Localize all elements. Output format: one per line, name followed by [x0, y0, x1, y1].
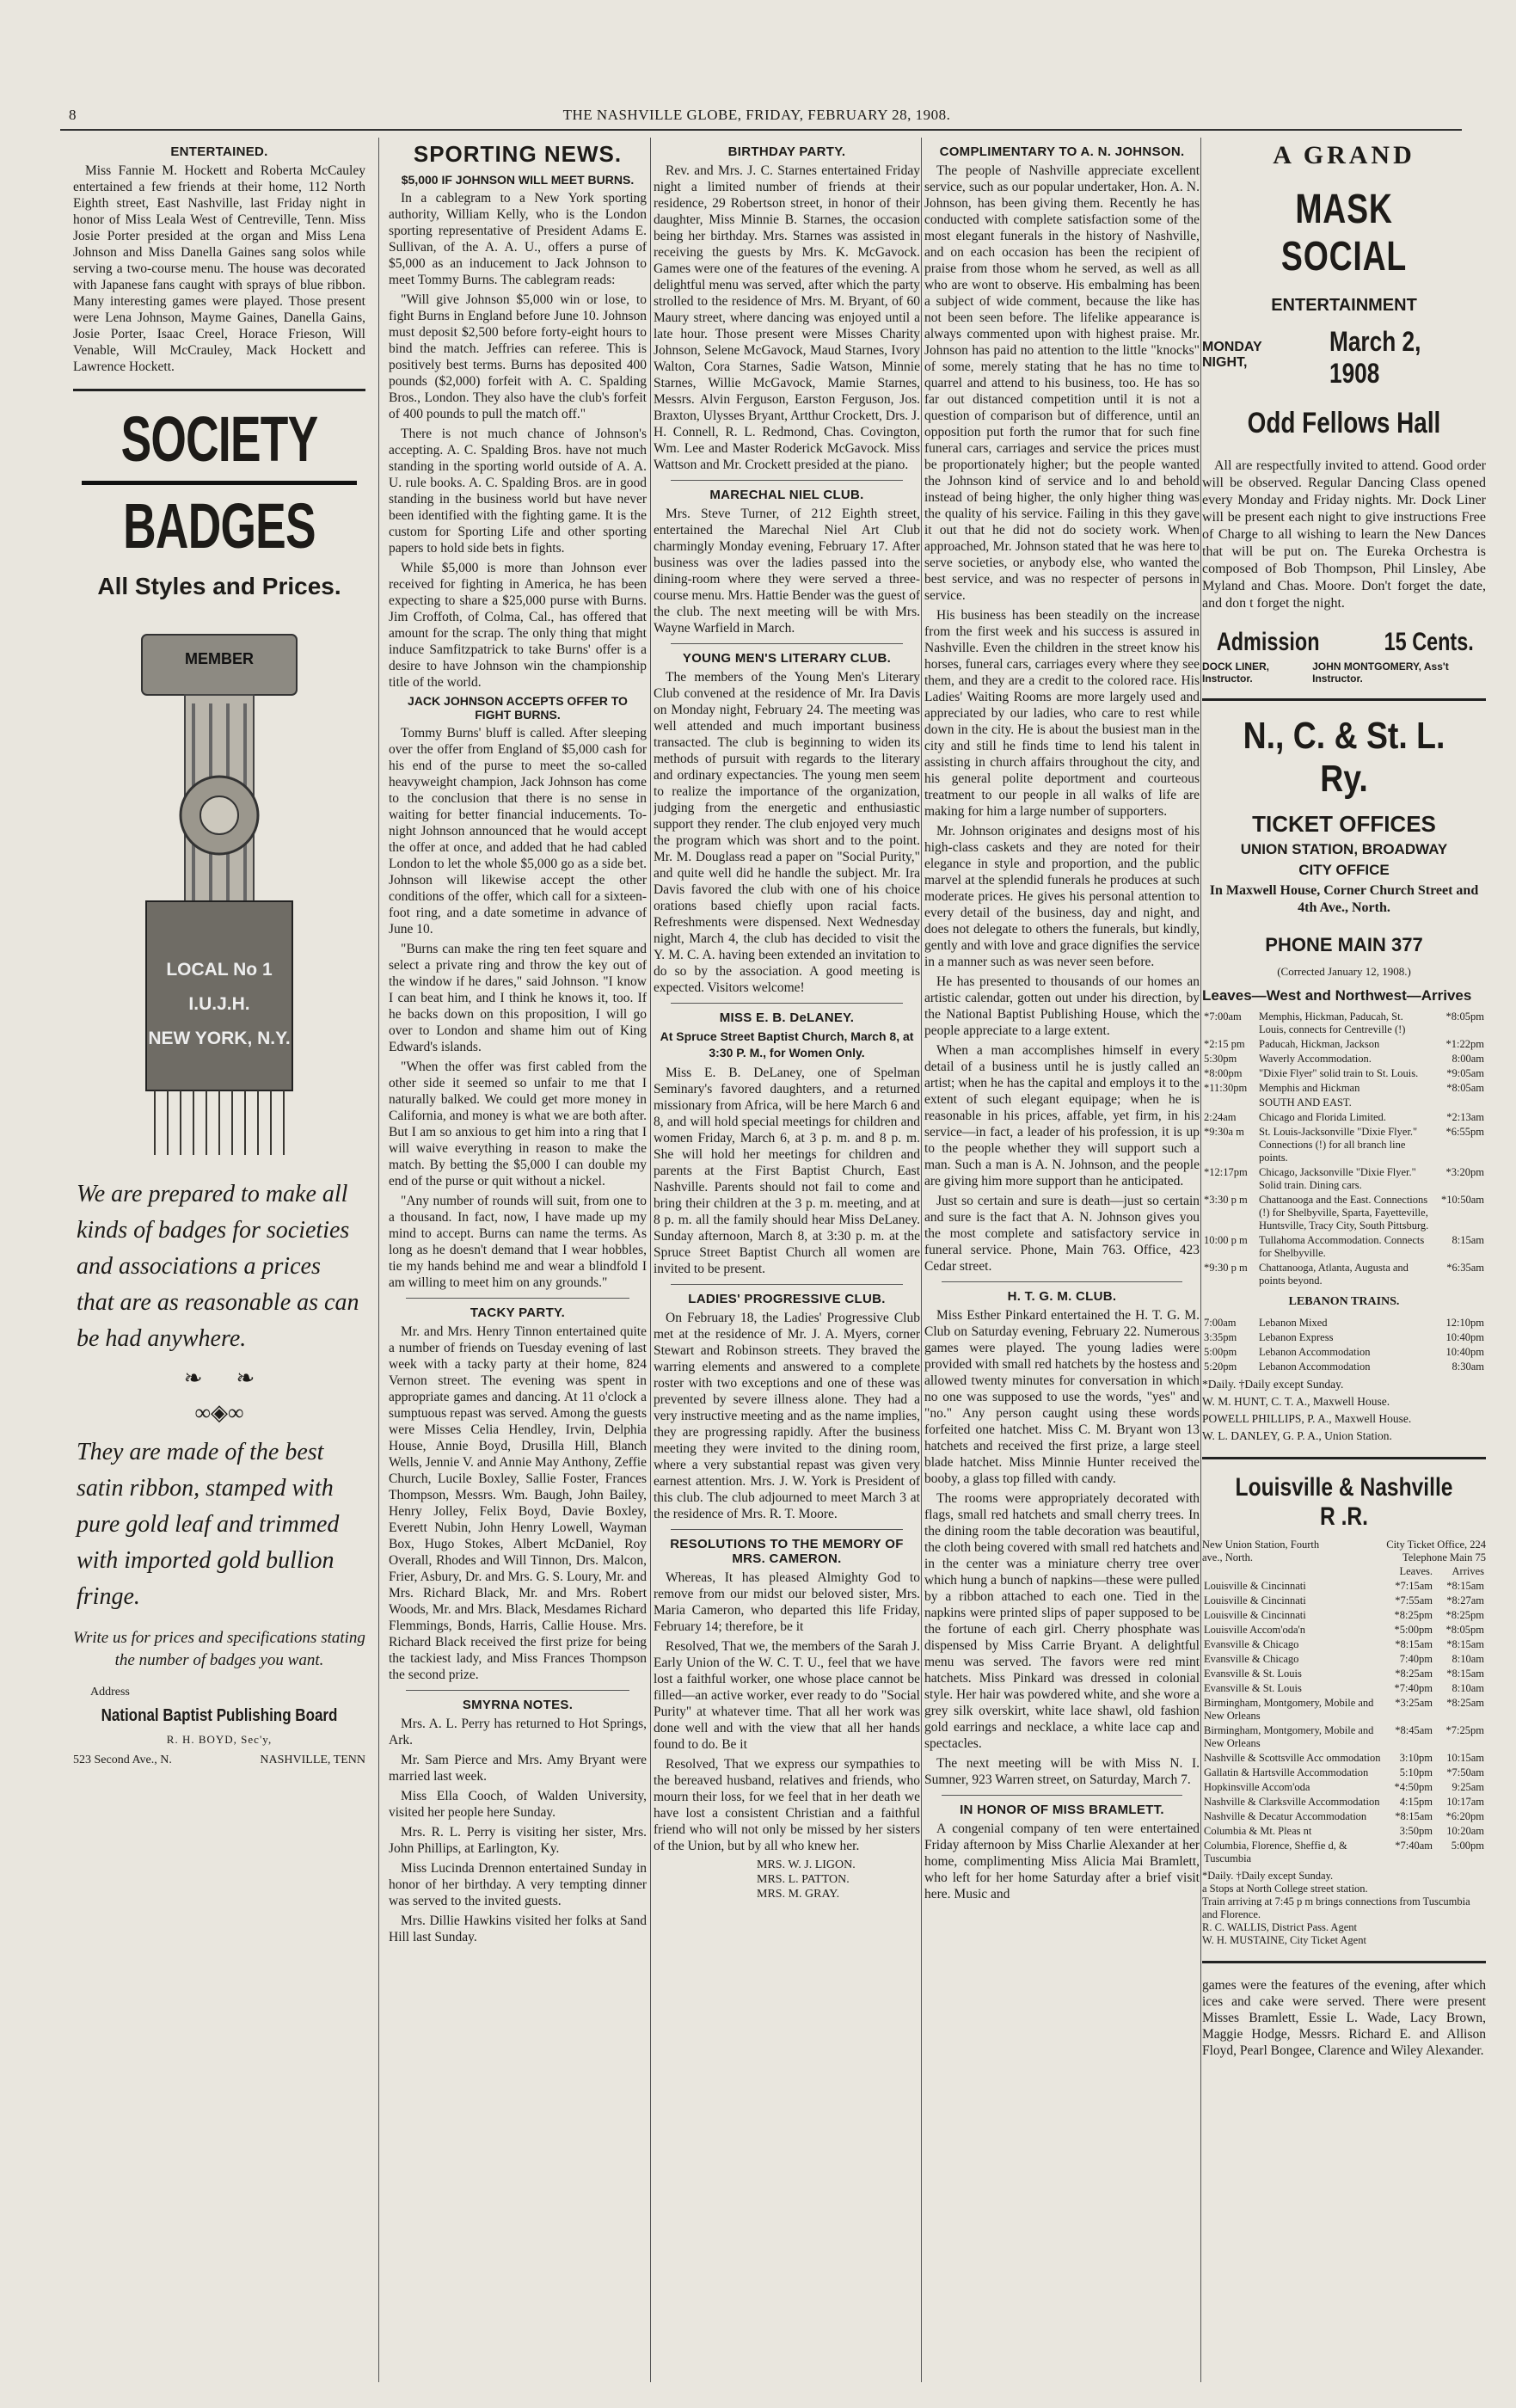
timetable-cell: 12:10pm	[1445, 1317, 1484, 1329]
headline: $5,000 IF JOHNSON WILL MEET BURNS.	[401, 173, 635, 187]
badge-line: I.U.J.H.	[188, 994, 250, 1014]
masthead-rule	[60, 129, 1462, 131]
timetable-row	[1202, 1809, 1486, 1824]
ad-pitch: They are made of the best satin ribbon, stamped with pure gold leaf and trimmed with imported gold bullion fringe.	[77, 1439, 340, 1610]
timetable-cell: Evansville & Chicago	[1204, 1638, 1299, 1650]
divider	[82, 481, 357, 485]
paragraph: He has presented to thousands of our homes an artistic calendar, gotten out under his direction, by the National Baptist Publishing House, which the people appreciate to a large extent.	[924, 974, 1200, 1038]
timetable-cell: *8:25pm	[1394, 1609, 1433, 1621]
timetable	[1202, 1010, 1486, 1288]
timetable-cell: *3:25am	[1395, 1697, 1433, 1709]
admission-line	[1202, 628, 1486, 657]
note: W. L. DANLEY, G. P. A., Union Station.	[1202, 1429, 1392, 1442]
timetable-cell: *8:15am	[1395, 1810, 1433, 1822]
timetable-cell: *5:00pm	[1394, 1624, 1433, 1636]
paragraph: Mr. Sam Pierce and Mrs. Amy Bryant were married last week.	[389, 1753, 647, 1784]
paragraph: The rooms were appropriately decorated with flags, small red hatchets and small cherry trees. In the dining room the table decoration was beautiful, the cloth being covered with small red hatchets and in the center was a miniature cherry tree over which hung a bunch of napkins—these were pulled by a ribbon attached to each one. Tied in the napkins were printed slips of paper supposed to be the fortune of each girl. Cherry phosphate was dispensed by Miss Carrie Bryant. A delightful menu was served. The favors were red mint hatchets. Miss Pinkard was dressed in colonial style. Her hair was powdered white, and she wore a grey silk overskirt, white lace shawl, old fashion gold earrings and necklace, a white lace cap and spectacles.	[924, 1491, 1200, 1751]
headline: COMPLIMENTARY TO A. N. JOHNSON.	[939, 144, 1185, 159]
divider	[406, 1298, 629, 1299]
event-weekday: MONDAY NIGHT,	[1202, 340, 1262, 370]
timetable-cell: *8:05pm	[1445, 1624, 1484, 1636]
article-young-mens-club	[654, 651, 920, 996]
paragraph: Tommy Burns' bluff is called. After sleeping over the offer from England of $5,000 cash for his end of the purse to meet the so-called heavyweight champion, Jack Johnson has come to the conclusion that there is no sense in waiting for better financial inducements. To-night Johnson announced that he would accept the offer at once, and added that he had cabled London to let the whole $5,000 go as a side bet. Johnson will likewise accept the other conditions of the offer, which call for a sixteen-foot ring, and a date sometime in advance of June 10.	[389, 726, 647, 937]
paragraph: Whereas, It has pleased Almighty God to remove from our midst our beloved sister, Mrs. Maria Cameron, who departed this life Friday, February 14; therefore, be it	[654, 1570, 920, 1634]
paragraph: The members of the Young Men's Literary Club convened at the residence of Mr. Ira Davis on Monday night, February 24. The meeting was well attended and much important business transacted. The club is beginning to widen its methods of pursuit with regards to the literary and ordinary expectancies. The young men seem to realize the importance of the organization, judging from the energetic and enthusiastic support they render. The club enjoyed very much the program which was short and to the point. Mr. M. Douglass read a paper on "Social Purity," and quite well did he handle the subject. Mr. Ira Davis favored the club with one of his choice orations based chiefly upon racial facts. Refreshments were dispensed. Next Wednesday night, March 4, the club has decided to visit the Y. M. C. A. having been extended an invitation to do so by the association. A good meeting is expected. Visitors welcome!	[654, 670, 920, 995]
instructor: DOCK LINER, Instructor.	[1202, 660, 1269, 685]
article-birthday-party	[654, 144, 920, 473]
admission-label: Admission	[1216, 628, 1320, 656]
paragraph: While $5,000 is more than Johnson ever received for fighting in America, he has been expecting to share a $25,000 purse with Burns. Jim Croffoth, of Colma, Cal., has offered that amount for the scrap. The only thing that might induce Samfitzpatrick to take Burns' offer is a desire to have Johnson win the championship title of the world.	[389, 561, 647, 690]
timetable-cell: Louisville & Cincinnati	[1204, 1580, 1306, 1592]
timetable-cell: *7:40pm	[1394, 1682, 1433, 1694]
timetable-cell: *6:55pm	[1445, 1126, 1484, 1138]
timetable-cell: *9:30 p m	[1204, 1262, 1248, 1274]
headline: YOUNG MEN'S LITERARY CLUB.	[682, 651, 892, 666]
ad-tagline: All Styles and Prices.	[97, 573, 341, 599]
ad-headline-society: SOCIETY	[120, 403, 318, 475]
column-divider	[650, 138, 651, 2382]
ln-city-office: City Ticket Office, 224 Telephone Main 75	[1386, 1539, 1486, 1563]
headline: TACKY PARTY.	[470, 1305, 566, 1320]
timetable-cell: *11:30pm	[1204, 1082, 1248, 1094]
article-johnson-burns	[389, 173, 647, 1291]
note: POWELL PHILLIPS, P. A., Maxwell House.	[1202, 1412, 1412, 1425]
secretary: R. H. BOYD, Sec'y,	[166, 1733, 273, 1746]
ad-instructions: Write us for prices and specifications stating the number of badges you want.	[73, 1629, 365, 1669]
ornament-icon: ∞◈∞	[194, 1400, 244, 1425]
timetable-cell: Evansville & St. Louis	[1204, 1682, 1302, 1694]
ln-offices	[1202, 1539, 1486, 1564]
instructors	[1202, 660, 1486, 685]
timetable-cell: *8:25am	[1395, 1668, 1433, 1680]
article-smyrna-notes	[389, 1698, 647, 1945]
railway-ad-ncstl	[1202, 715, 1486, 1443]
timetable-cell: Waverly Accommodation.	[1259, 1053, 1372, 1065]
timetable-row	[1202, 1052, 1486, 1066]
ad-headline-badges: BADGES	[123, 490, 316, 562]
timetable-row	[1202, 1623, 1486, 1637]
society-badges-ad	[73, 405, 365, 1767]
article-tacky-party	[389, 1305, 647, 1683]
timetable-cell: 10:17am	[1446, 1796, 1484, 1808]
timetable-row	[1202, 1751, 1486, 1766]
headline: LADIES' PROGRESSIVE CLUB.	[688, 1292, 886, 1306]
city-office: CITY OFFICE	[1298, 862, 1390, 878]
paragraph: Miss Esther Pinkard entertained the H. T. G. M. Club on Saturday evening, February 22. Numerous games were played. The young ladies were provided with small red hatchets by the hostess and allowed twenty minutes for conversation in which no one was supposed to use the words, "yes" and "no." Any person caught using these words forfeited one hatchet. Miss C. M. Bryant won 13 hatchets and received the first prize, a large steel blade hatchet. Miss Minnie Hunter received the booby, a glass top filled with candy.	[924, 1308, 1200, 1486]
timetable-cell: 5:30pm	[1204, 1053, 1237, 1065]
timetable-cell: *12:17pm	[1204, 1166, 1248, 1178]
divider	[671, 1003, 903, 1004]
timetable-cell: Gallatin & Hartsville Accommodation	[1204, 1766, 1369, 1778]
timetable-row	[1202, 1723, 1486, 1751]
timetable-cell: *8:00pm	[1204, 1067, 1243, 1079]
divider	[1202, 698, 1486, 701]
article-complimentary-johnson	[924, 144, 1200, 1275]
timetable-cell: *8:05pm	[1445, 1010, 1484, 1023]
timetable-cell: 3:50pm	[1399, 1825, 1433, 1837]
column-2	[389, 138, 647, 2382]
timetable-cell: 9:25am	[1452, 1781, 1484, 1793]
timetable-row	[1202, 1193, 1486, 1233]
paragraph: Mrs. Dillie Hawkins visited her folks at Sand Hill last Sunday.	[389, 1914, 647, 1944]
timetable-row	[1202, 1608, 1486, 1623]
timetable-cell: *2:13am	[1446, 1111, 1484, 1123]
ad-footer	[73, 1754, 365, 1767]
timetable-cell: Chicago, Jacksonville "Dixie Flyer." Solid train. Dining cars.	[1259, 1166, 1416, 1191]
timetable-cell: "Dixie Flyer" solid train to St. Louis.	[1259, 1067, 1419, 1079]
badge-line: NEW YORK, N.Y.	[148, 1029, 291, 1048]
timetable-cell: Chicago and Florida Limited.	[1259, 1111, 1386, 1123]
divider	[406, 1690, 629, 1691]
column-1	[73, 138, 365, 2382]
paragraph: Resolved, That we express our sympathies to the bereaved husband, relatives and friends, who mourn their loss, for we feel that in her death we have lost a consistent Christian and a faithful friend who will not only be missed by her sisters of the Union, but by all who knew her.	[654, 1757, 920, 1853]
timetable-cell: 4:15pm	[1399, 1796, 1433, 1808]
masthead	[52, 101, 1462, 129]
timetable-cell: 3:10pm	[1399, 1752, 1433, 1764]
timetable-cell: 10:40pm	[1445, 1346, 1484, 1358]
mask-social-ad	[1202, 141, 1486, 685]
paragraph: Mr. Johnson originates and designs most of his high-class caskets and they are noted for their elegance in style and proportion, and the public marvel at the splendid funerals he produces at such moderate prices. He gives his personal attention to every detail of the business, day and night, and does not delegate to others the funerals, but kindly, gently and with love and grace dignifies the service in a manner such as was never seen before.	[924, 824, 1200, 969]
timetable-cell: *7:40am	[1395, 1840, 1433, 1852]
timetable-cell: *8:45am	[1395, 1724, 1433, 1736]
article-delaney	[654, 1010, 920, 1277]
timetable-cell: Lebanon Mixed	[1259, 1317, 1328, 1329]
paragraph: Mrs. A. L. Perry has returned to Hot Springs, Ark.	[389, 1717, 647, 1748]
admission-price: 15 Cents.	[1384, 628, 1474, 656]
phone-number: PHONE MAIN 377	[1265, 934, 1423, 955]
badge-text	[146, 953, 292, 1056]
timetable-cell: *8:15am	[1446, 1638, 1484, 1650]
union-station: UNION STATION, BROADWAY	[1240, 841, 1448, 857]
paragraph: Miss Lucinda Drennon entertained Sunday in honor of her birthday. A very tempting dinner was served to the invited guests.	[389, 1861, 647, 1908]
timetable-cell: *8:25pm	[1445, 1609, 1484, 1621]
event-venue: Odd Fellows Hall	[1247, 407, 1441, 439]
divider	[942, 1795, 1182, 1796]
timetable-cell: 8:30am	[1452, 1361, 1484, 1373]
timetable-cell: Louisville & Cincinnati	[1204, 1594, 1306, 1606]
timetable-cell: *3:20pm	[1445, 1166, 1484, 1178]
timetable-row	[1202, 1780, 1486, 1795]
divider	[73, 389, 365, 391]
timetable-row	[1202, 1766, 1486, 1780]
signature: MRS. L. PATTON.	[757, 1873, 850, 1886]
timetable-cell: *4:50pm	[1394, 1781, 1433, 1793]
timetable-cell: *7:25pm	[1445, 1724, 1484, 1736]
timetable-cell: Tullahoma Accommodation. Connects for Shelbyville.	[1259, 1234, 1425, 1259]
street-address: 523 Second Ave., N.	[73, 1754, 172, 1766]
divider	[1202, 1457, 1486, 1459]
paragraph: On February 18, the Ladies' Progressive Club met at the residence of Mr. J. A. Myers, corner Stewart and Robinson streets. They braved the warring elements and answered to a complete roster with two exceptions and one of these was prevented by severe illness alone. They had a very instructive meeting and as the name implies, they are progressing rapidly. After the business meeting they were invited to the dining room, where a very substantial repast was given very earnest attention. Mrs. J. W. York is President of this club. The club adjourned to meet March 3 at the residence of Mrs. R. T. Moore.	[654, 1311, 920, 1521]
timetable-cell	[1434, 1096, 1486, 1110]
timetable-cell: Lebanon Accommodation	[1259, 1346, 1371, 1358]
timetable-cell: 5:10pm	[1399, 1766, 1433, 1778]
note: a Stops at North College street station.	[1202, 1883, 1368, 1895]
page-number: 8	[69, 107, 77, 123]
timetable-cell: *7:00am	[1204, 1010, 1242, 1023]
timetable-cell: *10:50am	[1441, 1194, 1484, 1206]
publisher-name: National Baptist Publishing Board	[101, 1706, 338, 1725]
timetable-row	[1202, 1066, 1486, 1081]
headline: BIRTHDAY PARTY.	[727, 144, 846, 159]
railway-name: N., C. & St. L. Ry.	[1243, 715, 1445, 800]
article-resolutions	[654, 1537, 920, 1901]
office-address: In Maxwell House, Corner Church Street and 4th Ave., North.	[1209, 883, 1479, 915]
timetable-cell: *9:05am	[1446, 1067, 1484, 1079]
ad-subheadline: ENTERTAINMENT	[1271, 296, 1417, 315]
timetable-row	[1202, 1696, 1486, 1723]
ad-headline: MASK SOCIAL	[1280, 187, 1408, 280]
timetable-cell: *7:15am	[1395, 1580, 1433, 1592]
ad-kicker: A GRAND	[1273, 141, 1415, 169]
headline: JACK JOHNSON ACCEPTS OFFER TO FIGHT BURNS.	[408, 694, 628, 722]
signature: MRS. W. J. LIGON.	[757, 1858, 856, 1871]
timetable-cell: Memphis and Hickman	[1259, 1082, 1360, 1094]
signature: MRS. M. GRAY.	[757, 1888, 840, 1901]
paragraph: Mrs. R. L. Perry is visiting her sister, Mrs. John Phillips, at Earlington, Ky.	[389, 1825, 647, 1856]
timetable-row	[1202, 1667, 1486, 1681]
lebanon-header: LEBANON TRAINS.	[1288, 1295, 1400, 1308]
timetable-row	[1202, 1579, 1486, 1594]
paragraph: When a man accomplishes himself in every detail of a business until he is justly called an artist; when he has the capital and employs it to the extent of such elegant equipage; when he is reasonable in his prices, affable, yet firm, in his service—in fact, a leader of his profession, it is up to the people whether they will support such a man. Such a man is A. N. Johnson, and the people are giving him more support than he anticipated.	[924, 1043, 1200, 1189]
timetable-cell	[1202, 1096, 1257, 1110]
divider	[671, 643, 903, 644]
note: W. M. HUNT, C. T. A., Maxwell House.	[1202, 1395, 1390, 1408]
timetable-cell: 10:20am	[1446, 1825, 1484, 1837]
paragraph: Miss E. B. DeLaney, one of Spelman Seminary's favored daughters, and a returned missionary from Africa, will be here March 6 and 8, and will hold special meetings for children and women Friday, March 6, at 3 p. m. and 8 p. m. She will hold her meetings for children and parents at the First Baptist Church, East Nashville. Parents should not fail to come and bring their children at the 3 p. m. meeting, and at 8 p. m. all the family should hear Miss DeLaney. Sunday afternoon, March 8, at 3:30 p. m. at the Spruce Street Baptist Church all women are invited to be present.	[654, 1066, 920, 1276]
timetable-cell: 10:40pm	[1445, 1331, 1484, 1343]
divider	[671, 1529, 903, 1530]
divider	[942, 1281, 1182, 1282]
railway-ad-ln	[1202, 1473, 1486, 1947]
timetable-cell: Chattanooga and the East. Connections (!) for Shelbyville, Sparta, Fayetteville, Huntsville, Tracy City, South Pittsburg.	[1259, 1194, 1429, 1232]
timetable-cell: 8:00am	[1452, 1053, 1484, 1065]
column-divider	[1200, 138, 1201, 2382]
timetable-cell: SOUTH AND EAST.	[1259, 1096, 1352, 1109]
timetable-cell: Chattanooga, Atlanta, Augusta and points beyond.	[1259, 1262, 1409, 1287]
headline: SMYRNA NOTES.	[462, 1698, 574, 1712]
timetable-cell: Columbia, Florence, Sheffie d, & Tuscumbia	[1204, 1840, 1347, 1864]
ln-timetable	[1202, 1564, 1486, 1866]
timetable-cell: 8:10am	[1452, 1653, 1484, 1665]
paragraph: Mr. and Mrs. Henry Tinnon entertained quite a number of friends on Tuesday evening of last week with a tacky party at their home, 824 Vernon street. The evening was spent in appropriate games and dancing. At 11 o'clock a sumptuous repast was served. Among the guests were Misses Celia Hendley, Irvin, Delphia House, Annie Boyd, Drusilla Hill, Blanch Wells, Jennie V. and Annie May Anthony, Zeffie Church, Lucile Boxley, Sallie Foster, Frances Thompson, Messrs. Wm. Baugh, John Bailey, Henry Jolley, Felix Boyd, Davie Boxley, Everett Nubin, John Henry Lowell, Wayman Box, Hugo Stokes, Albert McDaniel, Roy Overall, Rhodes and Will Tinnon, Drs. Malcon, Frier, Asbury, Dr. and Mrs. G. S. Loury, Mr. and Mrs. Richard Black, Mr. and Mrs. Robert Woods, Mr. and Mrs. Black, Mesdames Richard Flemmings, Bonds, Harris, Callie House. Mrs. Richard Black received the first prize for being the tackiest lady, and Miss Frances Thompson the second prize.	[389, 1324, 647, 1682]
timetable-cell: *8:15am	[1446, 1668, 1484, 1680]
note: W. H. MUSTAINE, City Ticket Agent	[1202, 1934, 1366, 1946]
ad-address-label: Address	[90, 1686, 130, 1698]
assistant-instructor: JOHN MONTGOMERY, Ass't Instructor.	[1312, 660, 1449, 685]
article-body: Miss Fannie M. Hockett and Roberta McCauley entertained a few friends at their home, 112 North Eighth street, East Nashville, last Friday night in honor of Miss Leala West of Centreville, Tenn. Miss Josie Porter presided at the organ and Miss Lena Johnson and Miss Danella Gaines sang solos while serving a two-course menu. The house was decorated with Japanese fans caught with sprays of blue ribbon. Many interesting games were played. Those present were Lena Johnson, Mayme Gaines, Danella Gains, Josie Porter, Isaac Creel, Horace Frieson, Will Venable, Will McCrauley, Mack Hockett and Lawrence Hockett.	[73, 163, 365, 374]
timetable-cell: 5:00pm	[1204, 1346, 1237, 1358]
paragraph: games were the features of the evening, after which ices and cake were served. There were present Misses Bramlett, Essie L. Wade, Lacy Brown, Maggie Hodge, Messrs. Richard E. and Allison Floyd, Pearl Bongee, Clarence and Wiley Alexander.	[1202, 1978, 1486, 2058]
event-date	[1202, 326, 1486, 390]
timetable-cell: 7:00am	[1204, 1317, 1237, 1329]
timetable-cell: *9:30a m	[1204, 1126, 1244, 1138]
timetable-row	[1202, 1096, 1486, 1110]
timetable-cell: 5:20pm	[1204, 1361, 1237, 1373]
timetable-cell: St. Louis-Jacksonville "Dixie Flyer." Connections (!) for all branch line points.	[1259, 1126, 1418, 1164]
timetable-row	[1202, 1594, 1486, 1608]
timetable-cell: Hopkinsville Accom'oda	[1204, 1781, 1310, 1793]
divider	[671, 1284, 903, 1285]
ad-pitch: We are prepared to make all kinds of badges for societies and associations a prices that are as reasonable as can be had anywhere.	[77, 1181, 359, 1352]
paragraph: Mrs. Steve Turner, of 212 Eighth street, entertained the Marechal Niel Art Club charmingly Monday evening, February 17. After business was over the ladies passed into the dining-room where they were served a three-course menu. Mrs. Hattie Bender was the guest of the club. The next meeting will be with Mrs. Wayne Warfield in March.	[654, 507, 920, 636]
paragraph: The people of Nashville appreciate excellent service, such as our popular undertaker, Hon. A. N. Johnson, has been giving them. Recently he has conducted with complete satisfaction some of the most elegant funerals in the history of Nashville, and on each occasion has been the recipient of praise from those whom he served, as well as all who are wont to observe. His embalming has been a subject of wide comment, because the like has not been seen before. The lifelike appearance is always commented upon with highest praise. Mr. Johnson has paid no attention to the little "knocks" of some, merely stating that he has no time to quarrel and attend to his business, too. He has so far out distanced competition until it is not a question of comparison but of difference, until an opposition put forth the rumor that for such fine funeral cars, carriages and service the prices must be proportionately higher; but the people wanted the Johnson kind of service and lo and behold instead of being higher, the only higher thing was the quality of his service. Failing in this they gave it out that he did not do society work. When approached, Mr. Johnson stated that he was here to serve societies, or anybody else, who wanted the best service, and was no respecter of persons in service.	[924, 163, 1200, 603]
timetable-cell: Louisville & Cincinnati	[1204, 1609, 1306, 1621]
timetable-row	[1202, 1681, 1486, 1696]
note: *Daily. †Daily except Sunday.	[1202, 1378, 1344, 1391]
timetable-cell: *8:15am	[1395, 1638, 1433, 1650]
correction-date: (Corrected January 12, 1908.)	[1277, 965, 1411, 978]
timetable-cell: 5:00pm	[1451, 1840, 1484, 1852]
ln-header-row	[1202, 1564, 1486, 1579]
timetable-row	[1202, 1037, 1486, 1052]
headline: ENTERTAINED.	[170, 144, 268, 159]
timetable-cell: *7:50am	[1446, 1766, 1484, 1778]
badge-icon	[133, 617, 305, 1168]
badge-illustration	[133, 617, 305, 1168]
article-htgm-club	[924, 1289, 1200, 1788]
headline: RESOLUTIONS TO THE MEMORY OF MRS. CAMERON.	[670, 1537, 904, 1566]
paragraph: The next meeting will be with Miss N. I. Sumner, 923 Warren street, on Saturday, March 7.	[924, 1756, 1200, 1787]
timetable-cell: Lebanon Accommodation	[1259, 1361, 1371, 1373]
headline: MISS E. B. DeLANEY.	[719, 1010, 855, 1025]
headline: MARECHAL NIEL CLUB.	[709, 488, 864, 502]
ticket-offices-heading: TICKET OFFICES	[1252, 811, 1436, 837]
timetable-cell: Birmingham, Montgomery, Mobile and New Orleans	[1204, 1697, 1374, 1722]
timetable-cell: Memphis, Hickman, Paducah, St. Louis, connects for Centreville (!)	[1259, 1010, 1406, 1035]
timetable-cell: 10:00 p m	[1204, 1234, 1248, 1246]
timetable-row	[1202, 1110, 1486, 1125]
timetable-cell: 10:15am	[1446, 1752, 1484, 1764]
article-bramlett-continued	[1202, 1977, 1486, 2059]
timetable-cell: *8:25am	[1446, 1697, 1484, 1709]
event-date-value: March 2, 1908	[1329, 326, 1421, 389]
paragraph: "Burns can make the ring ten feet square and select a private ring and throw the key out of the window if he dares," said Johnson. "I know I can beat him, and I think he knows it, too. If he backs down on this proposition, I will go over to London and shame him out of King Edward's islands.	[389, 942, 647, 1054]
railway-name: Louisville & Nashville R .R.	[1235, 1473, 1453, 1531]
timetable-cell: Evansville & St. Louis	[1204, 1668, 1302, 1680]
column-header: Leaves.	[1399, 1565, 1433, 1577]
timetable-row	[1202, 1010, 1486, 1037]
timetable-cell: *3:30 p m	[1204, 1194, 1248, 1206]
lebanon-timetable	[1202, 1316, 1486, 1374]
paragraph: His business has been steadily on the increase from the first week and his success is assured in Nashville. Even the children in the street know his horses, funeral cars, carriages every where they see them, and they are a credit to the colored race. His Ladies' Waiting Rooms are more largely used and appreciated by our ladies, who care to rest while down in the city. He is about the busiest man in the city and still he finds time to lend his talent in assisting in church affairs throughout the city, and his general polite deportment and courteous treatment to our people in all walks of life are making for him a large number of supporters.	[924, 608, 1200, 819]
timetable-cell: 3:35pm	[1204, 1331, 1237, 1343]
timetable-row	[1202, 1165, 1486, 1193]
timetable-cell: *8:27am	[1446, 1594, 1484, 1606]
column-header: Arrives	[1452, 1565, 1484, 1577]
badge-member-label: MEMBER	[185, 650, 254, 667]
timetable-cell: Paducah, Hickman, Jackson	[1259, 1038, 1380, 1050]
timetable-cell: Columbia & Mt. Pleas nt	[1204, 1825, 1312, 1837]
timetable-row	[1202, 1330, 1486, 1345]
timetable-row	[1202, 1261, 1486, 1288]
badge-line: LOCAL No 1	[166, 960, 273, 980]
section-title: SPORTING NEWS.	[413, 141, 623, 167]
paragraph: Resolved, That we, the members of the Sarah J. Early Union of the W. C. T. U., feel that we have lost a faithful worker, one whose place cannot be filled—an active worker, ever ready to do "Social Purity" at whatever time. That all her work was done well and with the view that all her hands found to do. Be it	[654, 1639, 920, 1752]
column-divider	[921, 138, 922, 2382]
timetable-row	[1202, 1233, 1486, 1261]
column-5	[1202, 138, 1486, 2382]
timetable-row	[1202, 1652, 1486, 1667]
timetable-cell: *8:05am	[1446, 1082, 1484, 1094]
paragraph: Rev. and Mrs. J. C. Starnes entertained Friday night a limited number of friends at their residence, 29 Robertson street, in honor of their daughter, Miss Minnie B. Starnes, the occasion being her birthday. Mrs. Starnes was assisted in receiving the guests by Mrs. K. McGavock. Games were one of the features of the evening. A delightful menu was served, after which the party strolled to the residence of Mrs. M. Bryant, of 60 Maury street, where dancing was enjoyed until a late hour. Those present were Misses Charity Johnson, Selene McGavock, Maud Starnes, Ivory Walton, Cora Starnes, Sadie Watson, Minnie Starnes, Willie McGavock, Mamie Starnes, Messrs. Alvin Ferguson, Earston Ferguson, Jos. Braxton, Ulysses Bryant, Artthur Crockett, Drs. J. H. Connell, R. L. Redmond, Chas. Covington, Wm. Lee and Master Roderick McGavock. Miss Wattson and Mr. Crockett presided at the piano.	[654, 163, 920, 472]
ln-station: New Union Station, Fourth ave., North.	[1202, 1539, 1320, 1563]
paragraph: In a cablegram to a New York sporting authority, William Kelly, who is the London sporting representative of President Adams E. Sullivan, of the A. A. U., offers a purse of $5,000 as an inducement to Jack Johnson to meet Tommy Burns. The cablegram reads:	[389, 191, 647, 287]
column-3	[654, 138, 920, 2382]
paragraph: There is not much chance of Johnson's accepting. A. C. Spalding Bros. have not much standing in the sporting world outside of A. A. U. rule books. A. C. Spalding Bros. are in good standing in the business world but have never been identified with the fighting game. It is the custom for Sporting Life and other sporting papers to hold side bets in fights.	[389, 427, 647, 556]
timetable-notes	[1202, 1377, 1486, 1443]
subheadline: At Spruce Street Baptist Church, March 8, at 3:30 P. M., for Women Only.	[660, 1029, 914, 1060]
timetable-cell: *6:20pm	[1445, 1810, 1484, 1822]
timetable-row	[1202, 1125, 1486, 1165]
timetable-cell: *8:15am	[1446, 1580, 1484, 1592]
paragraph: "Any number of rounds will suit, from one to a thousand. In fact, now, I have made up my mind to accept. Burns can name the terms. As long as he doesn't demand that I wear hobbles, tie my hands behind me and wear a blindfold I am willing to meet him on any grounds."	[389, 1194, 647, 1290]
article-bramlett	[924, 1803, 1200, 1902]
timetable-row	[1202, 1824, 1486, 1839]
timetable-cell: Lebanon Express	[1259, 1331, 1334, 1343]
masthead-title: THE NASHVILLE GLOBE, FRIDAY, FEBRUARY 28, 1908.	[562, 107, 951, 123]
ornament-icon: ❧ ❧	[183, 1366, 255, 1391]
timetable-cell: 8:10am	[1452, 1682, 1484, 1694]
article-entertained	[73, 144, 365, 375]
timetable-row	[1202, 1345, 1486, 1360]
paragraph: "Will give Johnson $5,000 win or lose, to fight Burns in England before June 10. Johnson must deposit $2,500 before forty-eight hours to bind the match. Jeffries can referee. This is positively best terms. Burns has deposited 400 pounds ($2,000) forfeit with A. C. Spalding Bros., London. They also have the club's forfeit of 400 pounds to pull the match off."	[389, 292, 647, 421]
timetable-cell: 2:24am	[1204, 1111, 1237, 1123]
timetable-cell: Nashville & Decatur Accommodation	[1204, 1810, 1367, 1822]
timetable-cell: Evansville & Chicago	[1204, 1653, 1299, 1665]
note: R. C. WALLIS, District Pass. Agent	[1202, 1921, 1357, 1933]
paragraph: A congenial company of ten were entertained Friday afternoon by Miss Charlie Alexander at her home, complimenting Miss Alicia Mai Bramlett, who left for her home Saturday after a brief visit here. Music and	[924, 1821, 1200, 1901]
timetable-cell: 7:40pm	[1399, 1653, 1433, 1665]
timetable-row	[1202, 1795, 1486, 1809]
paragraph: "When the offer was first cabled from the other side it seemed so unfair to me that I naturally balked. We could get more money in California, and money is what we are both after. But I am so anxious to get him into a ring that I will waive everything in reason to make the match. By betting the $5,000 I can double my end of the purse or quit without a nickel.	[389, 1060, 647, 1189]
headline: H. T. G. M. CLUB.	[1007, 1289, 1117, 1304]
note: *Daily. †Daily except Sunday.	[1202, 1870, 1334, 1882]
timetable-row	[1202, 1081, 1486, 1096]
city: NASHVILLE, TENN	[260, 1754, 365, 1766]
timetable-cell: Nashville & Clarksville Accommodation	[1204, 1796, 1380, 1808]
header-spacer	[1202, 1564, 1383, 1579]
timetable-cell: Birmingham, Montgomery, Mobile and New Orleans	[1204, 1724, 1374, 1749]
timetable-row	[1202, 1316, 1486, 1330]
ad-body: All are respectfully invited to attend. Good order will be observed. Regular Dancing Class opened every Monday and Friday nights. Mr. Dock Liner will be present each night to give instructions Free of Charge to all wishing to learn the New Dances that will be put on. The Eureka Orchestra is composed of Bob Thompson, Phil Linsley, Abe Myland and Chas. Moore. Don't forget the date, and don t forget the night.	[1202, 458, 1486, 611]
timetable-cell: 8:15am	[1452, 1234, 1484, 1246]
paragraph: Miss Ella Cooch, of Walden University, visited her people here Sunday.	[389, 1789, 647, 1820]
timetable-cell: *7:55am	[1395, 1594, 1433, 1606]
timetable-cell: Nashville & Scottsville Acc ommodation	[1204, 1752, 1381, 1764]
paragraph: Just so certain and sure is death—just so certain and sure is the fact that A. N. Johnson gives you the most complete and satisfactory service in funeral service. Phone, Main 763. Office, 423 Cedar street.	[924, 1194, 1200, 1274]
timetable-header: Leaves—West and Northwest—Arrives	[1202, 987, 1472, 1004]
timetable-cell: *2:15 pm	[1204, 1038, 1245, 1050]
ln-notes	[1202, 1870, 1486, 1947]
timetable-row	[1202, 1839, 1486, 1866]
timetable-row	[1202, 1360, 1486, 1374]
divider	[671, 480, 903, 481]
timetable-cell: *6:35am	[1446, 1262, 1484, 1274]
article-ladies-progressive	[654, 1292, 920, 1522]
note: Train arriving at 7:45 p m brings connections from Tuscumbia and Florence.	[1202, 1895, 1470, 1920]
column-4	[924, 138, 1200, 2382]
timetable-cell: Louisville Accom'oda'n	[1204, 1624, 1306, 1636]
timetable-row	[1202, 1637, 1486, 1652]
article-marechal-niel	[654, 488, 920, 636]
timetable-cell: *1:22pm	[1445, 1038, 1484, 1050]
headline: IN HONOR OF MISS BRAMLETT.	[960, 1803, 1164, 1817]
divider	[1202, 1961, 1486, 1963]
column-divider	[378, 138, 379, 2382]
